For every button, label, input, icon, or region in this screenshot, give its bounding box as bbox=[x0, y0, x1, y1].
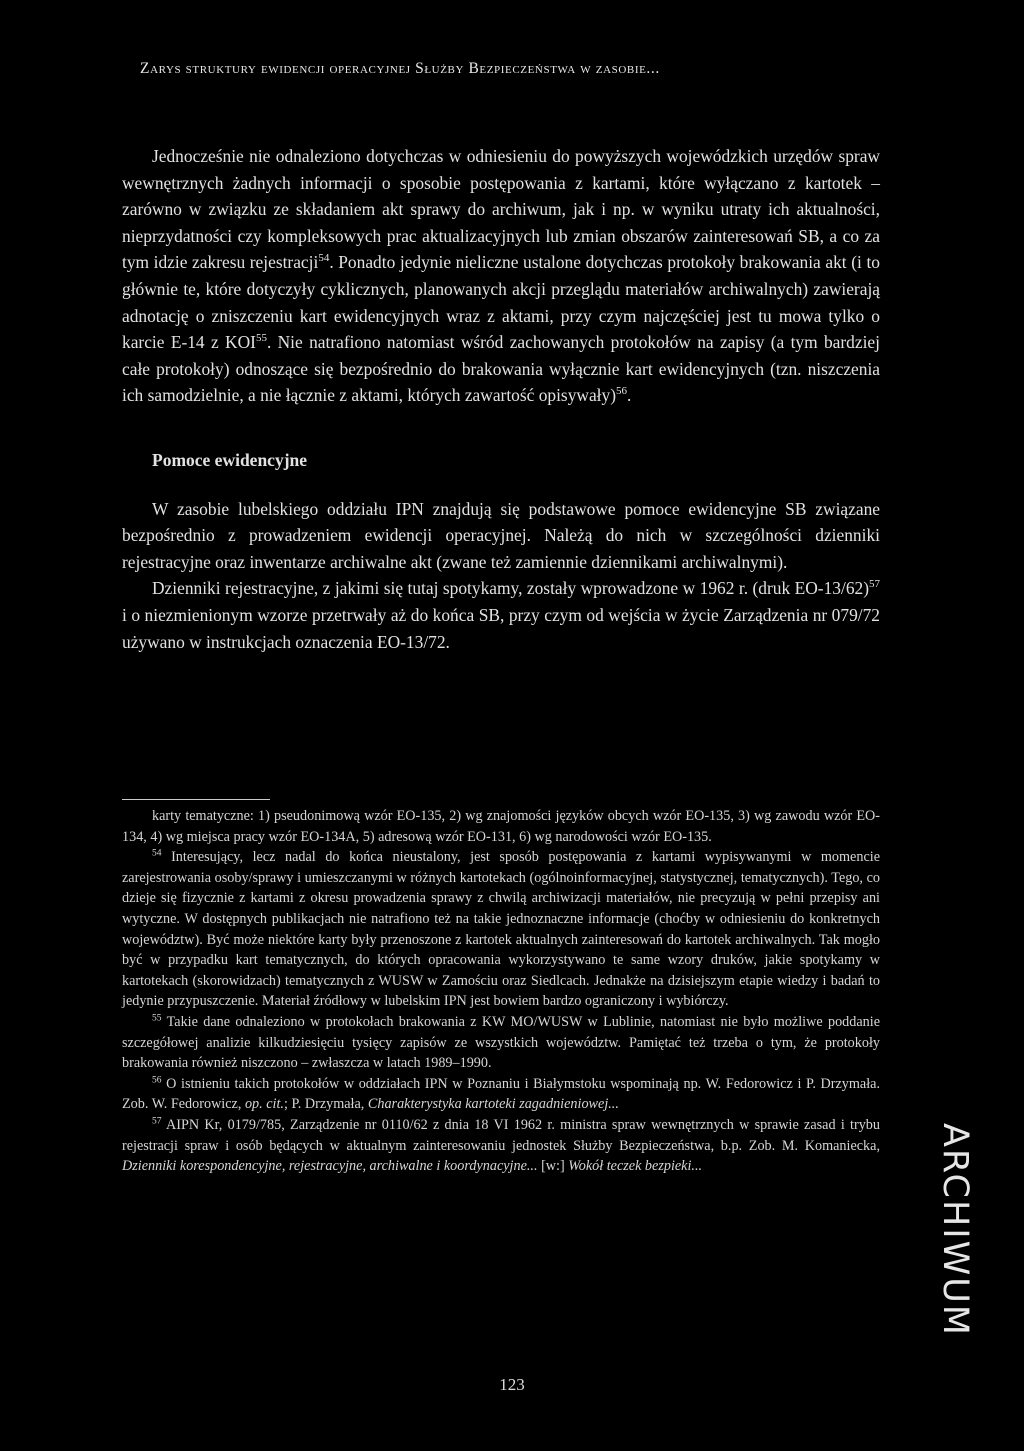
footnote-56 bbox=[122, 1074, 880, 1115]
section-heading: Pomoce ewidencyjne bbox=[152, 449, 308, 470]
text-segment: i o niezmienionym wzorze przetrwały aż do końca SB, przy czym od wejścia w życie Zarządzenia nr 079/72 używano w instrukcjach oznaczenia EO-13/72. bbox=[122, 604, 880, 652]
page-number: 123 bbox=[499, 1375, 525, 1394]
footnote-text: ; P. Drzymała, bbox=[283, 1096, 368, 1113]
text-segment: . bbox=[627, 385, 632, 406]
citation-italic: op. cit. bbox=[244, 1096, 284, 1113]
footnote-number: 57 bbox=[152, 1116, 162, 1127]
footnotes bbox=[122, 806, 880, 1177]
footnote-separator bbox=[122, 799, 270, 800]
main-text bbox=[122, 143, 880, 655]
paragraph-1 bbox=[122, 143, 880, 409]
text-segment: Jednocześnie nie odnaleziono dotychczas w odniesieniu do powyższych wojewódzkich urzędów spraw wewnętrznych żadnych informacji o sposobie postępowania z kartami, które wyłączano z kartotek – zarówno w związku ze składaniem akt sprawy do archiwum, jak i np. w wyniku utraty ich aktualności, nieprzydatności czy kompleksowych prac aktualizacyjnych lub zmian obszarów zainteresowań SB, a co za tym idzie zakresu rejestracji bbox=[122, 146, 880, 273]
footnote-text: Takie dane odnaleziono w protokołach brakowania z KW MO/WUSW w Lublinie, natomiast nie było możliwe poddanie szczegółowej analizie kilkudziesięciu tysięcy zapisów ze wszystkich województw. Pamiętać też trzeba o tym, że protokoły brakowania również niszczono – zwłaszcza w latach 1989–1990. bbox=[122, 1013, 880, 1072]
footnote-text: O istnieniu takich protokołów w oddziałach IPN w Poznaniu i Białymstoku wspominają np. W. Fedorowicz i P. Drzymała. Zob. W. Fedorowicz, bbox=[122, 1075, 880, 1113]
text-segment: Dzienniki rejestracyjne, z jakimi się tutaj spotykamy, zostały wprowadzone w 1962 r. (druk EO-13/62) bbox=[152, 578, 869, 599]
text-segment: . Nie natrafiono natomiast wśród zachowanych protokołów na zapisy (a tym bardziej całe protokoły) odnoszące się bezpośrednio do brakowania wyłącznie kart ewidencyjnych (tzn. niszczenia ich samodzielnie, a nie łącznie z aktami, których zawartość opisywały) bbox=[122, 332, 880, 406]
citation-italic: Dzienniki korespondencyjne, rejestracyjne, archiwalne i koordynacyjne... bbox=[122, 1158, 538, 1175]
running-header: Zarys struktury ewidencji operacyjnej Służby Bezpieczeństwa w zasobie... bbox=[140, 60, 660, 77]
footnote-ref-55: 55 bbox=[255, 332, 267, 345]
paragraph-3 bbox=[122, 575, 880, 655]
footnote-text: AIPN Kr, 0179/785, Zarządzenie nr 0110/62 z dnia 18 VI 1962 r. ministra spraw wewnętrznych w sprawie zasad i trybu rejestracji spraw i osób będących w aktualnym zainteresowaniu jednostek Służby Bezpieczeństwa, b.p. Zob. M. Komaniecka, bbox=[122, 1116, 880, 1154]
footnote-number: 54 bbox=[152, 848, 162, 859]
side-label bbox=[935, 1120, 975, 1340]
footnote-continuation: karty tematyczne: 1) pseudonimową wzór EO-135, 2) wg znajomości języków obcych wzór EO-135, 3) wg zawodu wzór EO-134, 4) wg miejsca pracy wzór EO-134A, 5) adresową wzór EO-131, 6) wg narodowości wzór EO-135. bbox=[122, 808, 880, 845]
footnote-57 bbox=[122, 1115, 880, 1177]
footnote-text: [w:] bbox=[537, 1158, 569, 1175]
footnote-55 bbox=[122, 1012, 880, 1074]
footnote-text: Interesujący, lecz nadal do końca nieustalony, jest sposób postępowania z kartami wypisywanymi w momencie zarejestrowania osoby/sprawy i umieszczanymi w różnych kartotekach (ogólnoinformacyjnej, statystycznej, tematycznych). Tego, co dzieje się fizycznie z kartami z okresu prowadzenia sprawy z chwilą archiwizacji materiałów, nie precyzują w pełni przepisy ani wytyczne. W dostępnych publikacjach nie natrafiono też na takie jednoznaczne informacje (choćby w odniesieniu do konkretnych województw). Być może niektóre karty były przenoszone z kartotek aktualnych zainteresowań do kartotek archiwalnych. Tak mogło być w przypadku kart tematycznych, do których opracowania wykorzystywano te same wzory druków, jakie spotykamy w kartotekach (skorowidzach) tematycznych z WUSW w Zamościu oraz Siedlcach. Jednakże na dzisiejszym etapie wiedzy i badań to jedynie przypuszczenie. Materiał źródłowy w lubelskim IPN jest bowiem bardzo ograniczony i wybiórczy. bbox=[122, 849, 880, 1010]
citation-italic: Charakterystyka kartoteki zagadnieniowej... bbox=[367, 1096, 619, 1113]
side-label-text: ARCHIWUM bbox=[935, 1122, 975, 1338]
footnote-number: 55 bbox=[152, 1013, 162, 1024]
footnote-ref-54: 54 bbox=[318, 252, 330, 265]
footnote-ref-57: 57 bbox=[869, 578, 880, 591]
footnote-ref-56: 56 bbox=[616, 385, 627, 398]
paragraph-2: W zasobie lubelskiego oddziału IPN znajdują się podstawowe pomoce ewidencyjne SB związane bezpośrednio z prowadzeniem ewidencji operacyjnej. Należą do nich w szczególności dzienniki rejestracyjne oraz inwentarze archiwalne akt (zwane też zamiennie dziennikami archiwalnymi). bbox=[122, 498, 880, 572]
footnote-54 bbox=[122, 847, 880, 1012]
footnote-number: 56 bbox=[152, 1074, 162, 1085]
citation-italic: Wokół teczek bezpieki... bbox=[568, 1158, 703, 1175]
text-segment: . Ponadto jedynie nieliczne ustalone dotychczas protokoły brakowania akt (i to głównie te, które dotyczyły cyklicznych, planowanych akcji przeglądu materiałów archiwalnych) zawierają adnotację o zniszczeniu kart ewidencyjnych wraz z aktami, przy czym najczęściej jest tu mowa tylko o karcie E-14 z KOI bbox=[122, 252, 880, 353]
